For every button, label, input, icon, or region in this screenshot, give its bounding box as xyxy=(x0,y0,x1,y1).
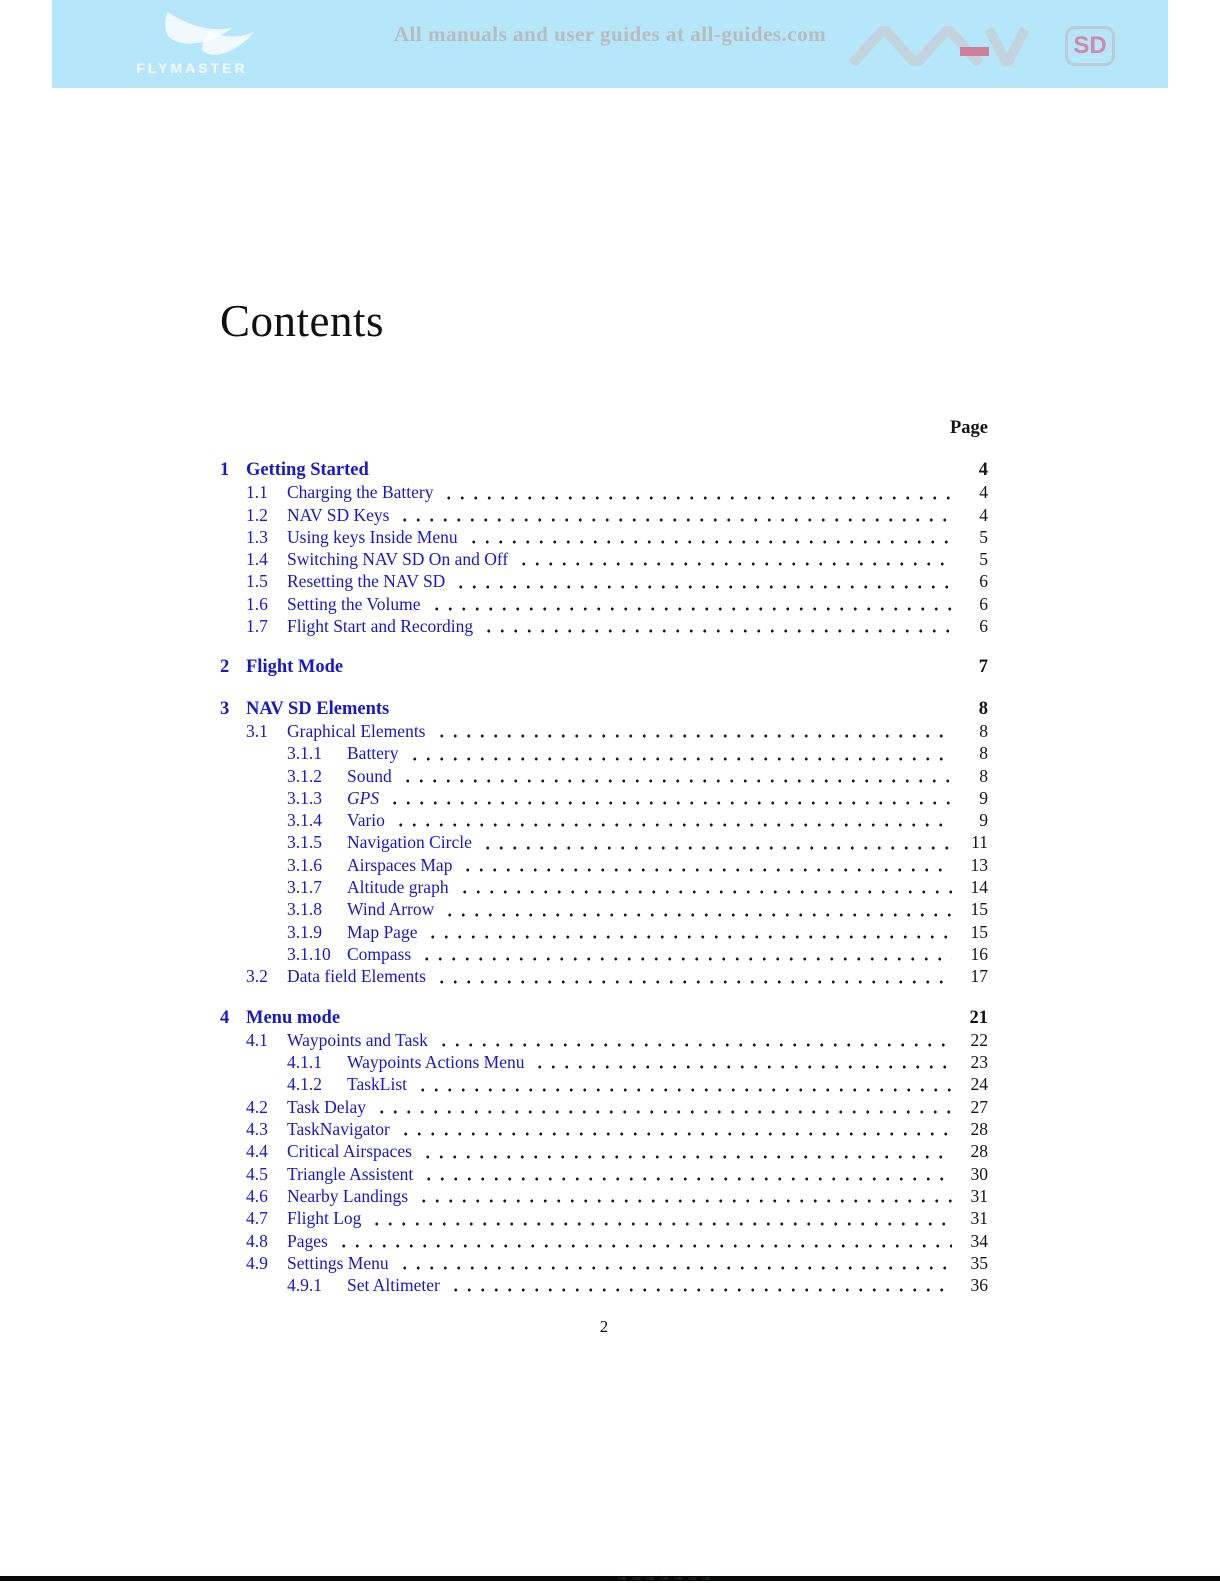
toc-entry-1.6[interactable] xyxy=(220,593,988,615)
toc-entry-4.4[interactable] xyxy=(220,1140,988,1162)
toc-entry-4[interactable] xyxy=(220,1007,988,1029)
toc-entry-page-number: 27 xyxy=(970,1096,988,1117)
toc-dot-leader xyxy=(454,570,952,592)
toc-entry-title: Resetting the NAV SD xyxy=(287,571,446,592)
toc-entry-number: 3.1.4 xyxy=(287,810,322,831)
toc-entry-page-number: 8 xyxy=(979,720,988,741)
toc-dot-leader xyxy=(394,809,952,831)
toc-entry-number: 4.9.1 xyxy=(287,1275,322,1296)
toc-entry-page-number: 15 xyxy=(970,921,988,942)
toc-entry-number: 1.3 xyxy=(246,526,268,547)
toc-entry-title: Flight Start and Recording xyxy=(287,616,474,637)
toc-dot-leader xyxy=(458,876,952,898)
toc-entry-number: 4.4 xyxy=(246,1141,268,1162)
toc-dot-leader xyxy=(421,1140,952,1162)
toc-entry-number: 3.1.8 xyxy=(287,899,322,920)
toc-entry-page-number: 31 xyxy=(970,1208,988,1229)
toc-entry-page-number: 8 xyxy=(979,765,988,786)
toc-entry-title: GPS xyxy=(347,787,380,808)
toc-entry-page-number: 21 xyxy=(969,1007,988,1028)
toc-entry-title: Charging the Battery xyxy=(287,482,434,503)
toc-entry-number: 3.1.3 xyxy=(287,787,322,808)
toc-entry-number: 4.6 xyxy=(246,1185,268,1206)
toc-entry-number: 3.1.9 xyxy=(287,921,322,942)
toc-entry-page-number: 24 xyxy=(970,1074,988,1095)
toc-dot-leader xyxy=(437,1029,952,1051)
toc-entry-number: 3.1.2 xyxy=(287,765,322,786)
toc-entry-3.1.6[interactable] xyxy=(220,854,988,876)
toc-entry-title: TaskList xyxy=(347,1074,408,1095)
toc-dot-leader xyxy=(378,459,952,481)
toc-entry-3.1.2[interactable] xyxy=(220,765,988,787)
toc-entry-page-number: 34 xyxy=(970,1230,988,1251)
toc-entry-number: 4.5 xyxy=(246,1163,268,1184)
toc-entry-page-number: 30 xyxy=(970,1163,988,1184)
toc-entry-page-number: 16 xyxy=(970,943,988,964)
toc-entry-page-number: 11 xyxy=(971,832,988,853)
toc-dot-leader xyxy=(442,481,952,503)
toc-entry-3.1.5[interactable] xyxy=(220,831,988,853)
toc-entry-3[interactable] xyxy=(220,698,988,720)
toc-dot-leader xyxy=(398,698,952,720)
toc-dot-leader xyxy=(417,1185,952,1207)
toc-entry-page-number: 6 xyxy=(979,571,988,592)
toc-dot-leader xyxy=(517,548,952,570)
toc-dot-leader xyxy=(401,765,952,787)
toc-entry-title: Menu mode xyxy=(246,1007,341,1028)
toc-dot-leader xyxy=(398,1252,952,1274)
toc-entry-number: 1.2 xyxy=(246,504,268,525)
toc-entry-number: 2 xyxy=(220,657,230,678)
toc-entry-1.4[interactable] xyxy=(220,548,988,570)
toc-entry-title: Compass xyxy=(347,943,412,964)
flymaster-bird-icon xyxy=(110,10,274,62)
toc-dot-leader xyxy=(481,831,952,853)
page-column-heading: Page xyxy=(949,418,988,438)
toc-entry-page-number: 28 xyxy=(970,1141,988,1162)
toc-entry-title: NAV SD Elements xyxy=(246,698,390,719)
toc-entry-page-number: 9 xyxy=(979,787,988,808)
toc-entry-3.1.7[interactable] xyxy=(220,876,988,898)
toc-entry-1.7[interactable] xyxy=(220,615,988,637)
toc-dot-leader xyxy=(370,1207,952,1229)
toc-entry-page-number: 6 xyxy=(979,616,988,637)
toc-entry-title: Vario xyxy=(347,810,385,831)
toc-dot-leader xyxy=(426,921,952,943)
toc-entry-number: 3.1.5 xyxy=(287,832,322,853)
toc-dot-leader xyxy=(416,1073,952,1095)
toc-entry-number: 4.1.1 xyxy=(287,1052,322,1073)
toc-dot-leader xyxy=(337,1230,952,1252)
toc-dot-leader xyxy=(375,1096,952,1118)
toc-entry-title: Battery xyxy=(347,743,399,764)
toc-entry-title: Navigation Circle xyxy=(347,832,472,853)
toc-entry-4.9.1[interactable] xyxy=(220,1274,988,1296)
toc-entry-title: Using keys Inside Menu xyxy=(287,526,458,547)
toc-entry-4.7[interactable] xyxy=(220,1207,988,1229)
bottom-bar xyxy=(0,1576,1220,1581)
toc-entry-page-number: 5 xyxy=(979,549,988,570)
toc-entry-number: 1.1 xyxy=(246,482,268,503)
toc-entry-number: 1.6 xyxy=(246,593,268,614)
nav-logo-dash xyxy=(960,47,989,56)
toc-entry-title: Set Altimeter xyxy=(347,1275,440,1296)
toc-entry-4.1.1[interactable] xyxy=(220,1051,988,1073)
toc-entry-title: Pages xyxy=(287,1230,328,1251)
toc-dot-leader xyxy=(533,1051,952,1073)
toc-entry-title: Nearby Landings xyxy=(287,1185,409,1206)
toc-entry-3.1.8[interactable] xyxy=(220,898,988,920)
toc-entry-4.9[interactable] xyxy=(220,1252,988,1274)
page-title: Contents xyxy=(220,296,385,346)
toc-dot-leader xyxy=(398,504,952,526)
toc-entry-page-number: 8 xyxy=(978,698,988,719)
toc-entry-title: Data field Elements xyxy=(287,966,426,987)
toc-entry-page-number: 4 xyxy=(979,504,988,525)
toc-dot-leader xyxy=(443,898,952,920)
toc-dot-leader xyxy=(461,854,952,876)
toc-entry-page-number: 14 xyxy=(970,877,988,898)
toc-entry-page-number: 7 xyxy=(978,657,988,678)
toc-entry-4.8[interactable] xyxy=(220,1230,988,1252)
toc-entry-page-number: 4 xyxy=(978,460,988,480)
toc-entry-number: 3.1 xyxy=(246,720,268,741)
toc-entry-title: Settings Menu xyxy=(287,1252,389,1273)
toc-entry-number: 4.7 xyxy=(246,1208,268,1229)
toc-entry-title: Triangle Assistent xyxy=(287,1163,414,1184)
toc-entry-1.5[interactable] xyxy=(220,570,988,592)
toc-entry-title: Switching NAV SD On and Off xyxy=(287,549,509,570)
toc-entry-3.1.10[interactable] xyxy=(220,943,988,965)
footer-watermark-remnant xyxy=(618,1577,712,1580)
toc-entry-page-number: 36 xyxy=(970,1275,988,1296)
toc-entry-number: 4.8 xyxy=(246,1230,268,1251)
toc-entry-4.6[interactable] xyxy=(220,1185,988,1207)
toc-entry-page-number: 5 xyxy=(979,526,988,547)
toc-entry-number: 3.2 xyxy=(246,966,268,987)
toc-entry-3.1[interactable] xyxy=(220,720,988,742)
toc-dot-leader xyxy=(467,526,952,548)
toc-entry-title: Airspaces Map xyxy=(347,854,453,875)
toc-entry-number: 1 xyxy=(220,460,230,480)
toc-entry-3.2[interactable] xyxy=(220,965,988,987)
toc-entry-1.2[interactable] xyxy=(220,504,988,526)
sd-badge: SD xyxy=(1065,26,1115,66)
toc-entry-page-number: 17 xyxy=(970,966,988,987)
toc-entry-title: Getting Started xyxy=(246,460,369,480)
toc-dot-leader xyxy=(399,1118,952,1140)
toc-entry-number: 3 xyxy=(220,698,230,719)
toc-entry-title: Waypoints Actions Menu xyxy=(347,1052,525,1073)
toc-entry-title: Waypoints and Task xyxy=(287,1029,428,1050)
toc-dot-leader xyxy=(422,1163,952,1185)
toc-entry-number: 4 xyxy=(220,1007,230,1028)
toc-entry-title: Critical Airspaces xyxy=(287,1141,412,1162)
toc-list xyxy=(220,459,988,1296)
toc-entry-1.3[interactable] xyxy=(220,526,988,548)
toc-entry-4.5[interactable] xyxy=(220,1163,988,1185)
toc-entry-title: NAV SD Keys xyxy=(287,504,390,525)
toc-entry-number: 1.5 xyxy=(246,571,268,592)
toc-entry-2[interactable] xyxy=(220,656,988,678)
toc-entry-number: 3.1.10 xyxy=(287,943,331,964)
toc-entry-number: 3.1.7 xyxy=(287,877,322,898)
toc-entry-page-number: 8 xyxy=(979,743,988,764)
flymaster-logo xyxy=(102,8,282,82)
toc-entry-title: Wind Arrow xyxy=(347,899,435,920)
toc-dot-leader xyxy=(430,593,952,615)
toc-dot-leader xyxy=(349,1007,952,1029)
toc-entry-3.1.3[interactable] xyxy=(220,787,988,809)
toc-entry-4.1.2[interactable] xyxy=(220,1073,988,1095)
toc-entry-4.3[interactable] xyxy=(220,1118,988,1140)
toc-entry-title: Setting the Volume xyxy=(287,593,421,614)
toc-entry-page-number: 35 xyxy=(970,1252,988,1273)
toc-entry-number: 4.2 xyxy=(246,1096,268,1117)
nav-logo xyxy=(848,26,1030,66)
toc-entry-page-number: 9 xyxy=(979,810,988,831)
toc-dot-leader xyxy=(449,1274,952,1296)
toc-entry-number: 4.1 xyxy=(246,1029,268,1050)
toc-dot-leader xyxy=(388,787,952,809)
toc-dot-leader xyxy=(408,742,952,764)
toc-entry-3.1.4[interactable] xyxy=(220,809,988,831)
toc-entry-number: 1.7 xyxy=(246,616,268,637)
toc-entry-1.1[interactable] xyxy=(220,481,988,503)
contents-page xyxy=(220,296,988,1296)
toc-entry-title: Sound xyxy=(347,765,392,786)
footer-page-number: 2 xyxy=(599,1317,609,1336)
flymaster-brand-text: FLYMASTER xyxy=(136,60,248,76)
allguides-watermark-text: All manuals and user guides at all-guides.com xyxy=(393,22,827,46)
toc-entry-page-number: 4 xyxy=(979,482,988,503)
toc-entry-3.1.1[interactable] xyxy=(220,742,988,764)
toc-entry-page-number: 22 xyxy=(970,1029,988,1050)
header-banner xyxy=(52,0,1168,88)
toc-entry-page-number: 6 xyxy=(979,593,988,614)
toc-entry-1[interactable] xyxy=(220,459,988,481)
toc-entry-title: TaskNavigator xyxy=(287,1119,390,1140)
toc-entry-title: Task Delay xyxy=(287,1096,366,1117)
toc-entry-title: Map Page xyxy=(347,921,418,942)
toc-entry-number: 4.9 xyxy=(246,1252,268,1273)
toc-dot-leader xyxy=(420,943,952,965)
toc-entry-page-number: 31 xyxy=(970,1185,988,1206)
toc-entry-number: 4.1.2 xyxy=(287,1074,322,1095)
toc-dot-leader xyxy=(435,720,953,742)
toc-entry-number: 3.1.6 xyxy=(287,854,322,875)
toc-entry-page-number: 15 xyxy=(970,899,988,920)
toc-entry-page-number: 13 xyxy=(970,854,988,875)
toc-entry-title: Flight Log xyxy=(287,1208,362,1229)
toc-entry-title: Flight Mode xyxy=(246,657,344,678)
toc-dot-leader xyxy=(435,965,952,987)
toc-entry-page-number: 23 xyxy=(970,1052,988,1073)
toc-dot-leader xyxy=(352,656,952,678)
toc-entry-4.1[interactable] xyxy=(220,1029,988,1051)
toc-entry-title: Altitude graph xyxy=(347,877,449,898)
toc-entry-4.2[interactable] xyxy=(220,1096,988,1118)
toc-dot-leader xyxy=(482,615,952,637)
toc-entry-title: Graphical Elements xyxy=(287,720,426,741)
toc-entry-number: 3.1.1 xyxy=(287,743,322,764)
toc-entry-page-number: 28 xyxy=(970,1119,988,1140)
toc-entry-number: 4.3 xyxy=(246,1119,268,1140)
toc-entry-number: 1.4 xyxy=(246,549,268,570)
toc-entry-3.1.9[interactable] xyxy=(220,921,988,943)
